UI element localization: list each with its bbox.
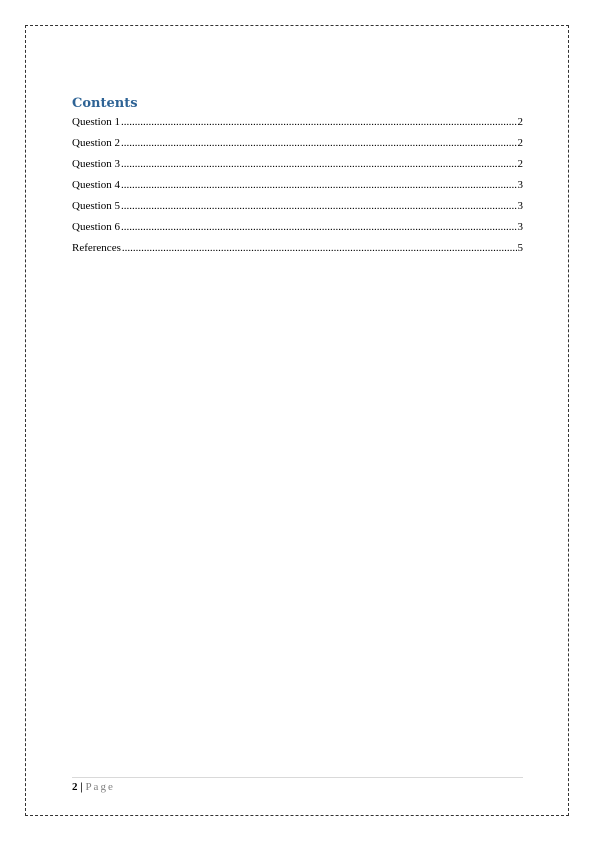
footer-separator: | [80, 781, 83, 793]
page-footer [72, 780, 115, 794]
toc-entry-question-1[interactable] [72, 115, 523, 136]
toc-dot-leader [121, 157, 517, 171]
toc-entry-page: 3 [517, 179, 523, 191]
toc-entry-label: Question 6 [72, 221, 120, 233]
toc-dot-leader [121, 178, 517, 192]
toc-entry-question-5[interactable] [72, 199, 523, 220]
toc-entry-page: 2 [517, 116, 523, 128]
table-of-contents [72, 96, 523, 262]
footer-page-word: Page [85, 781, 115, 793]
toc-entry-page: 2 [517, 137, 523, 149]
toc-entry-label: References [72, 242, 121, 254]
toc-entry-page: 3 [517, 200, 523, 212]
toc-entry-question-4[interactable] [72, 178, 523, 199]
toc-entry-label: Question 4 [72, 179, 120, 191]
toc-dot-leader [121, 115, 517, 129]
toc-entry-question-6[interactable] [72, 220, 523, 241]
toc-heading: Contents [72, 96, 138, 111]
toc-entry-label: Question 5 [72, 200, 120, 212]
toc-entry-page: 2 [517, 158, 523, 170]
toc-dot-leader [121, 136, 517, 150]
toc-entry-page: 5 [517, 242, 523, 254]
toc-dot-leader [121, 220, 517, 234]
toc-entry-label: Question 2 [72, 137, 120, 149]
toc-entry-page: 3 [517, 221, 523, 233]
toc-entry-label: Question 3 [72, 158, 120, 170]
toc-entry-question-3[interactable] [72, 157, 523, 178]
toc-entry-label: Question 1 [72, 116, 120, 128]
footer-page-number: 2 [72, 781, 78, 793]
toc-dot-leader [122, 241, 517, 255]
toc-entry-references[interactable] [72, 241, 523, 262]
toc-list [72, 115, 523, 262]
footer-divider [72, 777, 523, 778]
toc-entry-question-2[interactable] [72, 136, 523, 157]
toc-dot-leader [121, 199, 517, 213]
